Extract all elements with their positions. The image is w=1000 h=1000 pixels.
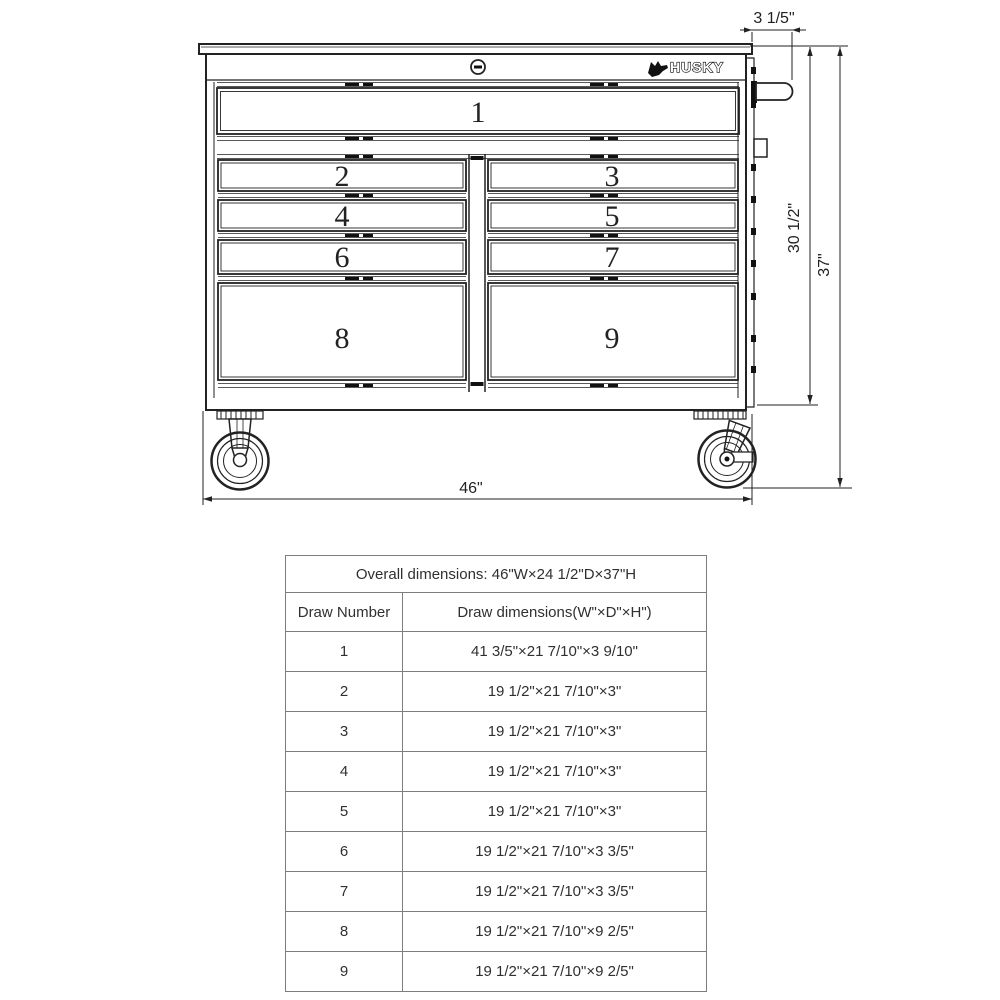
drawer-6-label: 6 [334,241,350,274]
drawer-8 [218,283,466,380]
drawer-dimensions-cell: 19 1/2"×21 7/10"×3" [403,672,707,712]
handle-depth-label: 3 1/5" [753,10,795,27]
col-header-draw-number: Draw Number [286,593,403,632]
drawer-2-label: 2 [334,160,350,193]
drawers [217,88,739,380]
drawer-dimensions-cell: 19 1/2"×21 7/10"×3 3/5" [403,832,707,872]
table-row [286,792,707,832]
drawer-dimensions-cell: 19 1/2"×21 7/10"×3" [403,712,707,752]
drawer-1 [217,88,739,134]
drawer-dimensions-cell: 41 3/5"×21 7/10"×3 9/10" [403,632,707,672]
drawer-4-label: 4 [334,200,350,233]
drawer-7-label: 7 [604,241,620,274]
table-row [286,712,707,752]
table-row [286,952,707,992]
table-row [286,872,707,912]
lock-icon [471,60,485,74]
table-header-row [286,593,707,632]
drawer-5 [488,200,738,233]
drawer-6 [218,240,466,274]
drawer-9-label: 9 [604,322,620,355]
drawer-4 [218,200,466,233]
drawer-3-label: 3 [604,160,620,193]
drawer-8-label: 8 [334,322,350,355]
drawer-9 [488,283,738,380]
drawer-5-label: 5 [604,200,620,233]
table-row [286,632,707,672]
drawer-dimensions-cell: 19 1/2"×21 7/10"×9 2/5" [403,912,707,952]
worktop [199,44,752,54]
drawer-7 [488,240,738,274]
drawer-number-cell: 3 [286,712,403,752]
drawer-dimensions-cell: 19 1/2"×21 7/10"×9 2/5" [403,952,707,992]
drawer-number-cell: 7 [286,872,403,912]
table-row [286,752,707,792]
drawer-2 [218,160,466,193]
table-row [286,672,707,712]
drawer-number-cell: 2 [286,672,403,712]
drawer-number-cell: 4 [286,752,403,792]
body-height-label: 30 1/2" [786,202,803,254]
side-tab [754,139,767,157]
table-row [286,912,707,952]
dimension-width [203,411,752,505]
total-height-label: 37" [816,253,833,277]
col-header-draw-dimensions: Draw dimensions(W"×D"×H") [403,593,707,632]
drawer-dimensions-cell: 19 1/2"×21 7/10"×3" [403,752,707,792]
husky-dog-icon [648,61,668,77]
table-row [286,832,707,872]
overall-dimensions-title: Overall dimensions: 46"W×24 1/2"D×37"H [286,556,707,593]
center-divider [469,154,485,392]
drawer-3 [488,160,738,193]
drawer-1-label: 1 [470,96,486,129]
logo-text: HUSKY [670,59,725,75]
dimension-total-height [816,47,843,487]
drawer-number-cell: 8 [286,912,403,952]
width-dimension-label: 46" [459,480,483,497]
dimension-body-height [786,47,813,404]
dimensions-table [285,555,707,992]
brand-logo [648,59,724,77]
drawer-number-cell: 6 [286,832,403,872]
drawer-dimensions-cell: 19 1/2"×21 7/10"×3" [403,792,707,832]
extension-lines [743,46,852,488]
drawer-number-cell: 9 [286,952,403,992]
drawer-number-cell: 5 [286,792,403,832]
right-caster [694,411,756,488]
drawer-number-cell: 1 [286,632,403,672]
left-caster [212,411,269,490]
table-title-row [286,556,707,593]
side-handle [756,83,793,100]
drawer-dimensions-cell: 19 1/2"×21 7/10"×3 3/5" [403,872,707,912]
